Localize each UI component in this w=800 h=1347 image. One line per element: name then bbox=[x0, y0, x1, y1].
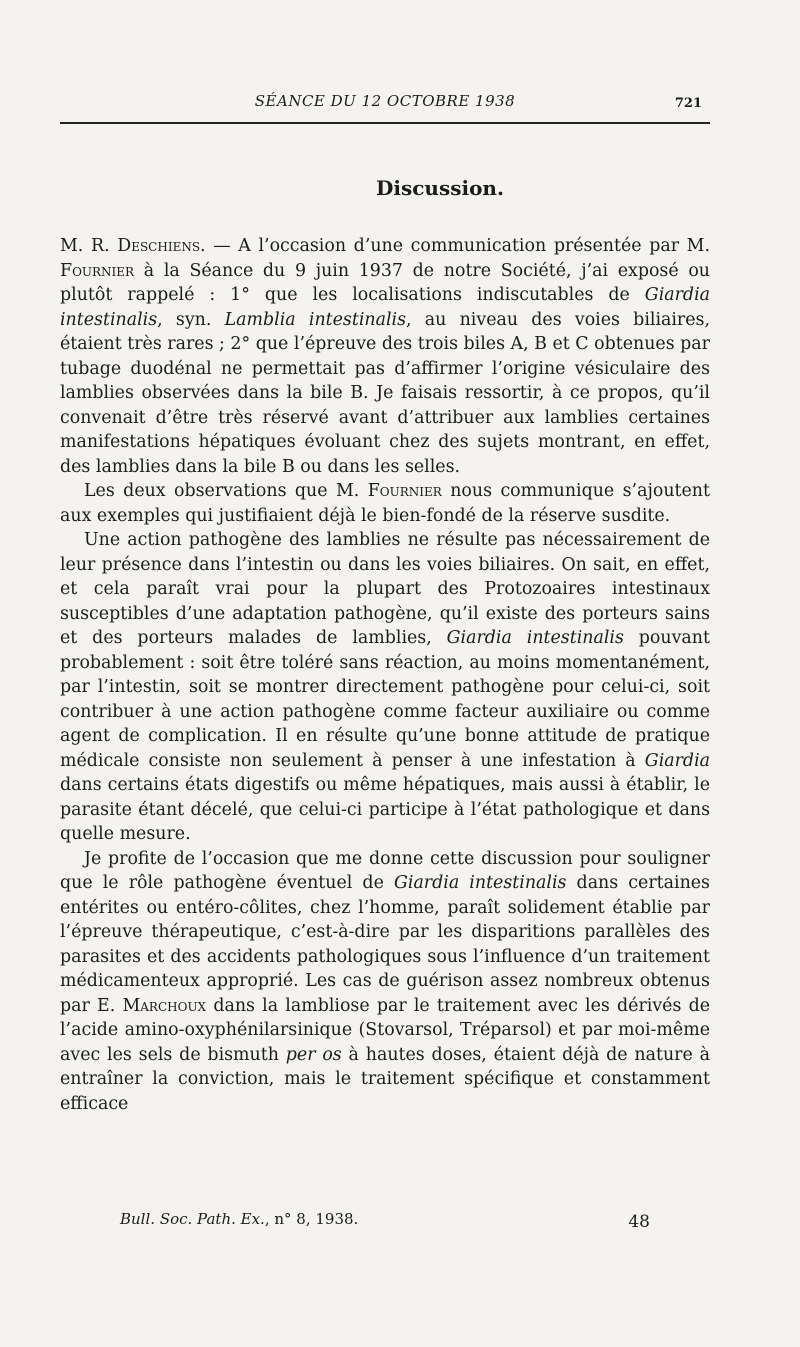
author-name: M. R. Deschiens. bbox=[60, 236, 206, 256]
page-number: 721 bbox=[674, 96, 702, 111]
text-run: — A l’occasion d’une communication présentée par M. bbox=[205, 236, 710, 256]
species-name: Giardia intestinalis bbox=[393, 873, 567, 893]
cited-name: Fournier bbox=[60, 260, 135, 281]
page-footer bbox=[60, 1210, 710, 1234]
paragraph-2 bbox=[60, 479, 710, 528]
paragraph-4 bbox=[60, 847, 710, 1117]
text-run: dans certains états digestifs ou même hépatiques, mais aussi à établir, le parasite étant décelé, que celui-ci participe à l’état pathologique et dans quelle mesure. bbox=[60, 775, 710, 844]
text-run: , syn. bbox=[157, 309, 225, 330]
species-name: Giardia intestinalis bbox=[446, 628, 624, 648]
text-run: Je profite de l’occasion que me donne cette discussion pour souligner que le rôle pathogène éventuel de bbox=[60, 848, 710, 893]
page-header bbox=[60, 92, 710, 114]
species-name: Lamblia intestinalis bbox=[224, 309, 407, 330]
cited-name: Marchoux bbox=[122, 995, 207, 1016]
body-text bbox=[60, 234, 710, 1116]
issue-number: , n° 8, 1938. bbox=[264, 1210, 359, 1228]
text-run: nous communique s’ajoutent aux exemples qui justifiaient déjà le bien-fondé de la réserve susdite. bbox=[60, 481, 710, 526]
species-name: Giardia bbox=[644, 750, 710, 771]
paragraph-3 bbox=[60, 528, 710, 847]
species-name: Giardia intestinalis bbox=[60, 285, 710, 330]
text-run: à hautes doses, étaient déjà de nature à entraîner la conviction, mais le traitement spécifique et constamment efficace bbox=[60, 1044, 710, 1114]
running-title: SÉANCE DU 12 OCTOBRE 1938 bbox=[254, 92, 516, 110]
text-run: Une action pathogène des lamblies ne résulte pas nécessairement de leur présence dans l’intestin ou dans les voies biliaires. On sait, en effet, et cela paraît vrai pour la plupart des Protozoaires intestinaux susceptibles d’une adaptation pathogène, qu’il existe des porteurs sains et des porteurs malades de lamblies, bbox=[60, 530, 710, 648]
signature-folio: 48 bbox=[628, 1212, 650, 1232]
text-run: Les deux observations que M. bbox=[84, 481, 368, 501]
section-title: Discussion. bbox=[376, 176, 504, 200]
paragraph-1 bbox=[60, 234, 710, 479]
latin-phrase: per os bbox=[285, 1044, 342, 1065]
cited-name: Fournier bbox=[367, 481, 442, 501]
header-rule bbox=[60, 122, 710, 124]
text-run: à la Séance du 9 juin 1937 de notre Société, j’ai exposé ou plutôt rappelé : 1° que les localisations indiscutables de bbox=[60, 260, 710, 305]
text-run: pouvant probablement : soit être toléré sans réaction, au moins momentanément, par l’intestin, soit se montrer directement pathogène pour celui-ci, soit contribuer à une action pathogène comme facteur auxiliaire ou comme agent de complication. Il en résulte qu’une bonne attitude de pratique médicale consiste non seulement à penser à une infestation à bbox=[60, 628, 710, 771]
bulletin-reference bbox=[120, 1210, 358, 1228]
text-run: dans certaines entérites ou entéro-côlites, chez l’homme, paraît solidement établie par l’épreuve thérapeutique, c’est-à-dire par les disparitions parallèles des parasites et des accidents pathologiques sous l’influence d’un traitement médicamenteux approprié. Les cas de guérison assez nombreux obtenus par E. bbox=[60, 873, 710, 1016]
text-run: , au niveau des voies biliaires, étaient très rares ; 2° que l’épreuve des trois biles A, B et C obtenues par tubage duodénal ne permettait pas d’affirmer l’origine vésiculaire des lamblies observées dans la bile B. Je faisais ressortir, à ce propos, qu’il convenait d’être très réservé avant d’attribuer aux lamblies certaines manifestations hépatiques évoluant chez des sujets montrant, en effet, des lamblies dans la bile B ou dans les selles. bbox=[60, 309, 710, 477]
bulletin-abbrev: Bull. Soc. Path. Ex. bbox=[120, 1210, 265, 1228]
text-run: dans la lambliose par le traitement avec les dérivés de l’acide amino-oxyphénilarsinique (Stovarsol, Tréparsol) et par moi-même avec les sels de bismuth bbox=[60, 995, 710, 1065]
